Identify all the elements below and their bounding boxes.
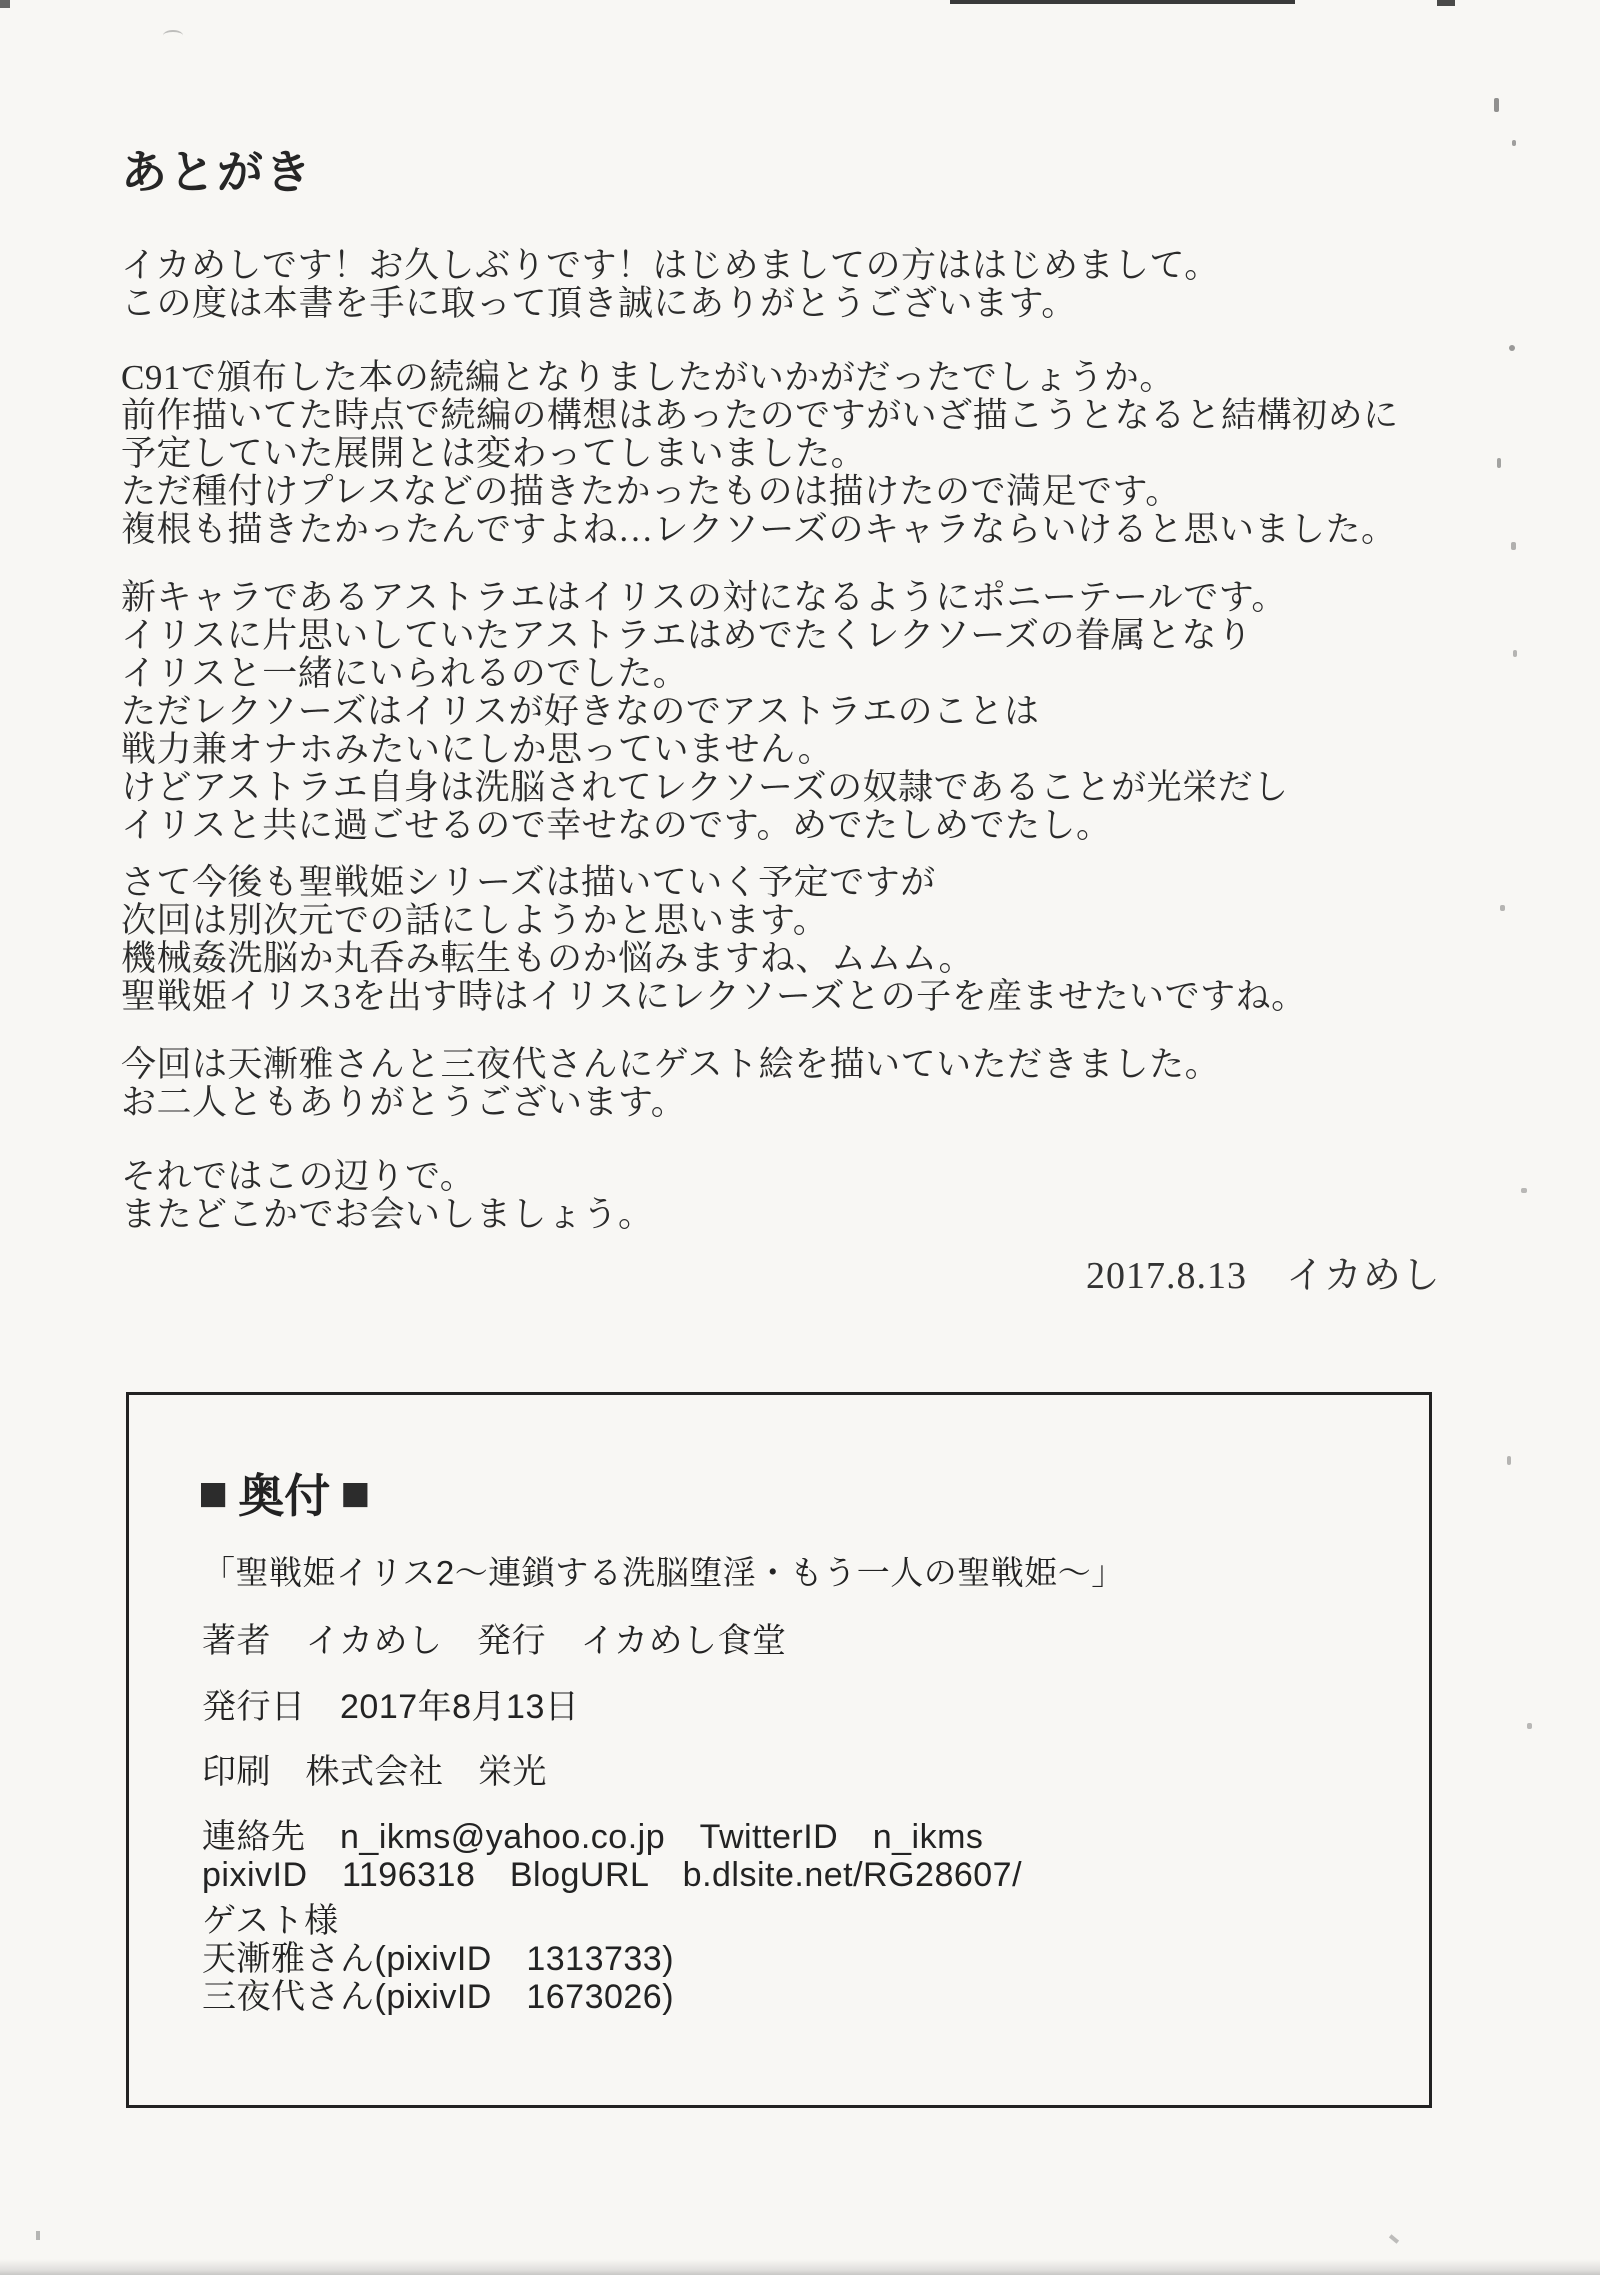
colophon-guest-heading: ゲスト様 [202,1902,339,1940]
colophon-guest-name: 三夜代さん(pixivID 1673026) [202,1978,675,2016]
scan-artifact [36,2231,40,2240]
colophon-book-title: 「聖戦姫イリス2～連鎖する洗脳堕淫・もう一人の聖戦姫～」 [202,1554,1125,1591]
scan-artifact [1389,2234,1399,2243]
afterword-line: 予定していた展開とは変わってしまいました。 [121,434,867,473]
scan-artifact [1500,905,1505,911]
afterword-line: またどこかでお会いしましょう。 [121,1195,654,1234]
black-square-icon: ■ [340,1465,371,1521]
scan-artifact [1497,458,1501,468]
scan-artifact [1507,1456,1511,1465]
scan-artifact [950,0,1295,4]
afterword-paragraph [121,359,1399,549]
afterword-line: イリスに片思いしていたアストラエはめでたくレクソーズの眷属となり [121,616,1253,655]
scan-artifact [1527,1723,1532,1729]
afterword-paragraph [121,1158,654,1234]
colophon-author-publisher: 著者 イカめし 発行 イカめし食堂 [202,1622,787,1660]
afterword-line: ただレクソーズはイリスが好きなのでアストラエのことは [121,692,1040,731]
afterword-line: それではこの辺りで。 [121,1157,476,1196]
afterword-line: 次回は別次元での話にしようかと思います。 [121,901,829,940]
colophon-printer: 印刷 株式会社 栄光 [202,1753,547,1791]
colophon-pixiv-blog: pixivID 1196318 BlogURL b.dlsite.net/RG28607/ [202,1856,1023,1894]
afterword-paragraph [121,247,1220,323]
afterword-line: イカめしです！お久しぶりです！はじめましての方ははじめまして。 [121,246,1220,285]
afterword-line: 機械姦洗脳か丸呑み転生ものか悩みますね、ムムム。 [121,939,975,978]
colophon-contact-email-twitter: 連絡先 n_ikms@yahoo.co.jp TwitterID n_ikms [202,1818,984,1856]
signature-date-author: 2017.8.13 イカめし [1086,1255,1441,1297]
afterword-line: 複根も描きたかったんですよね…レクソーズのキャラならいけると思いました。 [121,510,1397,549]
colophon-heading-label: 奥付 [238,1470,331,1522]
afterword-line: 新キャラであるアストラエはイリスの対になるようにポニーテールです。 [121,578,1287,617]
afterword-line: イリスと共に過ごせるので幸せなのです。めでたしめでたし。 [121,806,1112,845]
afterword-line: けどアストラエ自身は洗脳されてレクソーズの奴隷であることが光栄だし [121,768,1289,807]
afterword-line: お二人ともありがとうございます。 [121,1083,687,1122]
afterword-line: イリスと一緒にいられるのでした。 [121,654,689,693]
afterword-line: 聖戦姫イリス3を出す時はイリスにレクソーズとの子を産ませたいですね。 [121,977,1307,1016]
scan-artifact [1512,140,1516,146]
scan-artifact [1521,1188,1527,1193]
afterword-line: さて今後も聖戦姫シリーズは描いていく予定ですが [121,863,936,902]
black-square-icon: ■ [198,1465,229,1521]
afterword-line: C91で頒布した本の続編となりましたがいかがだったでしょうか。 [121,358,1175,397]
afterword-line: 前作描いてた時点で続編の構想はあったのですがいざ描こうとなると結構初めに [121,396,1399,435]
afterword-line: この度は本書を手に取って頂き誠にありがとうございます。 [121,284,1077,323]
afterword-title: あとがき [121,147,313,198]
scan-artifact [0,0,10,8]
afterword-paragraph [121,1046,1220,1122]
scan-artifact [163,30,183,41]
colophon-publish-date: 発行日 2017年8月13日 [202,1688,580,1726]
scan-artifact [1511,542,1516,550]
afterword-line: ただ種付けプレスなどの描きたかったものは描けたので満足です。 [121,472,1181,511]
colophon-guest-name: 天漸雅さん(pixivID 1313733) [202,1940,675,1978]
afterword-line: 今回は天漸雅さんと三夜代さんにゲスト絵を描いていただきました。 [121,1045,1221,1084]
scan-artifact [1509,345,1515,351]
afterword-paragraph [121,864,1307,1016]
afterword-line: 戦力兼オナホみたいにしか思っていません。 [121,730,834,769]
afterword-paragraph [121,579,1289,845]
colophon-heading [198,1460,370,1526]
scan-edge-shadow [0,2259,1600,2275]
scan-artifact [1437,0,1455,6]
scan-artifact [1513,650,1517,657]
scan-artifact [1494,98,1499,112]
